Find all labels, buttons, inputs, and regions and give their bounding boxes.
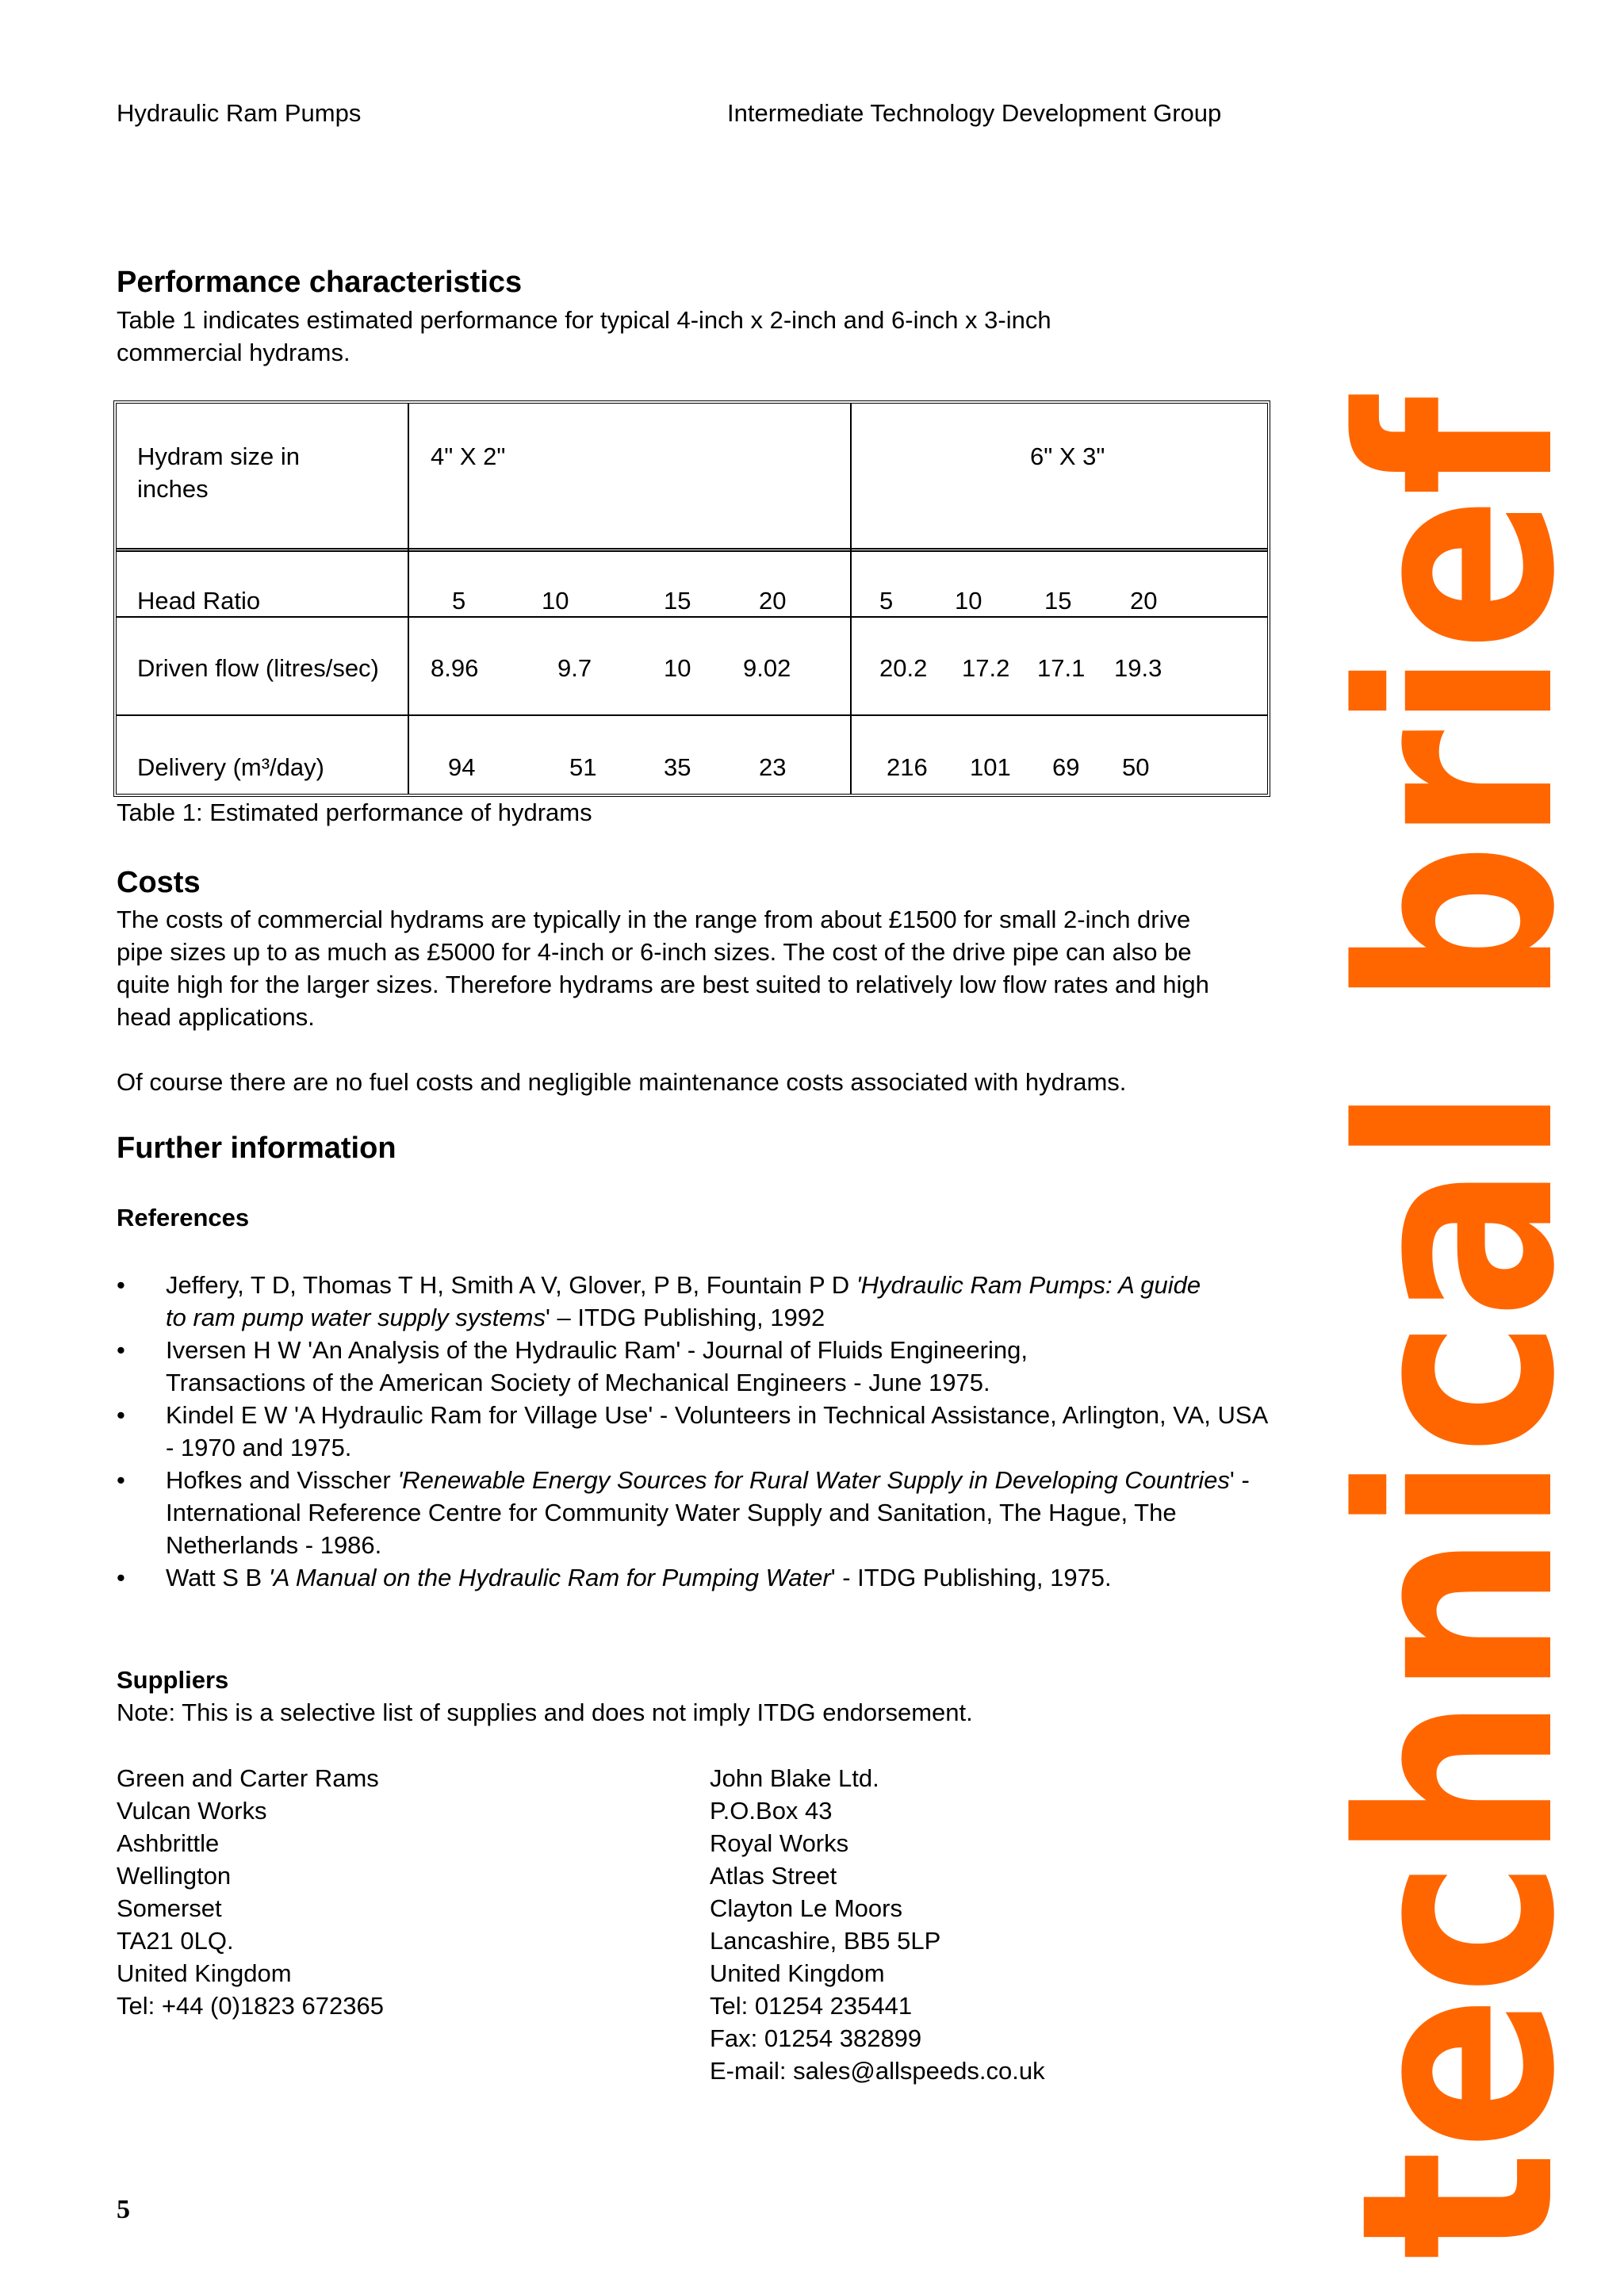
table-cell: 5 (879, 587, 894, 615)
table-caption: Table 1: Estimated performance of hydrams (117, 798, 592, 826)
address-line: Tel: +44 (0)1823 672365 (117, 1992, 384, 2020)
table-cell: 15 (664, 587, 691, 615)
address-line: John Blake Ltd. (710, 1764, 879, 1792)
table-cell: 17.1 (1037, 654, 1086, 682)
table-divider (117, 616, 1267, 618)
reference-item (117, 1561, 1276, 1594)
table-divider (117, 548, 1267, 552)
reference-text: ' – ITDG Publishing, 1992 (545, 1304, 825, 1331)
supplier-address-1 (117, 1762, 384, 2022)
reference-text: ' - International Reference Centre for Community Water Supply and Sanitation, The Hague, The Netherlands - 1986. (166, 1466, 1250, 1559)
table-row-label: Head Ratio (137, 587, 261, 615)
reference-text: Hofkes and Visscher (166, 1466, 398, 1494)
address-line: TA21 0LQ. (117, 1927, 234, 1955)
reference-title: 'Renewable Energy Sources for Rural Water Supply in Developing Countries (397, 1466, 1230, 1494)
table-cell: 15 (1044, 587, 1072, 615)
address-line: Tel: 01254 235441 (710, 1992, 913, 2020)
address-line: Fax: 01254 382899 (710, 2024, 922, 2052)
address-line: United Kingdom (710, 1959, 885, 1987)
table-cell: 50 (1122, 753, 1150, 781)
table-cell: 101 (970, 753, 1011, 781)
reference-item (117, 1399, 1276, 1464)
table-cell: 20.2 (879, 654, 928, 682)
table-header-size-b: 6" X 3" (1030, 442, 1105, 470)
address-line: Lancashire, BB5 5LP (710, 1927, 941, 1955)
address-line: Clayton Le Moors (710, 1894, 902, 1922)
table-cell: 9.02 (743, 654, 791, 682)
reference-text: ' - ITDG Publishing, 1975. (830, 1564, 1112, 1591)
further-information-heading: Further information (117, 1132, 396, 1165)
table-divider (850, 404, 852, 794)
bullet-icon: • (117, 1466, 125, 1494)
table-cell: 20 (759, 587, 787, 615)
address-line: Vulcan Works (117, 1797, 267, 1825)
table-cell: 17.2 (962, 654, 1010, 682)
table-cell: 10 (664, 654, 691, 682)
references-heading: References (117, 1204, 250, 1231)
table-row-label: Delivery (m³/day) (137, 753, 324, 781)
costs-heading: Costs (117, 866, 201, 899)
costs-paragraph-2: Of course there are no fuel costs and negligible maintenance costs associated with hydrams. (117, 1068, 1127, 1096)
table-cell: 5 (452, 587, 466, 615)
reference-title: 'Hydraulic Ram Pumps: A guide to ram pump water supply systems (166, 1271, 1201, 1331)
bullet-icon: • (117, 1271, 125, 1299)
performance-table (113, 400, 1270, 797)
suppliers-note: Note: This is a selective list of supplies and does not imply ITDG endorsement. (117, 1698, 973, 1726)
reference-text: Kindel E W 'A Hydraulic Ram for Village Use' - Volunteers in Technical Assistance, Arlington, VA, USA - 1970 and 1975. (166, 1401, 1267, 1461)
brand-wordmark: technical brief (1304, 98, 1614, 2260)
table-cell: 8.96 (431, 654, 479, 682)
performance-intro: Table 1 indicates estimated performance for typical 4-inch x 2-inch and 6-inch x 3-inch commercial hydrams. (117, 306, 1051, 366)
table-divider (117, 714, 1267, 716)
address-line: Green and Carter Rams (117, 1764, 379, 1792)
bullet-icon: • (117, 1401, 125, 1429)
table-cell: 69 (1052, 753, 1080, 781)
performance-heading: Performance characteristics (117, 266, 523, 299)
header-document-title: Hydraulic Ram Pumps (117, 99, 362, 127)
reference-item (117, 1464, 1252, 1561)
address-line: P.O.Box 43 (710, 1797, 833, 1825)
table-cell: 20 (1130, 587, 1158, 615)
table-cell: 23 (759, 753, 787, 781)
bullet-icon: • (117, 1564, 125, 1591)
references-list (117, 1269, 1266, 1594)
table-cell: 216 (887, 753, 928, 781)
reference-text: Iversen H W 'An Analysis of the Hydraulic Ram' - Journal of Fluids Engineering, Transactions of the American Society of Mechanical Engineers - June 1975. (166, 1336, 1028, 1396)
address-line: Atlas Street (710, 1862, 837, 1890)
address-line: Ashbrittle (117, 1829, 220, 1857)
bullet-icon: • (117, 1336, 125, 1364)
address-line: E-mail: sales@allspeeds.co.uk (710, 2057, 1045, 2085)
reference-item (117, 1334, 1149, 1399)
page-number: 5 (117, 2195, 130, 2224)
table-cell: 10 (542, 587, 569, 615)
header-organisation: Intermediate Technology Development Group (727, 99, 1222, 127)
reference-item (117, 1269, 1212, 1334)
technical-brief-logo (1304, 98, 1614, 2268)
table-divider (408, 404, 409, 794)
address-line: Royal Works (710, 1829, 849, 1857)
table-cell: 51 (569, 753, 597, 781)
table-cell: 94 (448, 753, 476, 781)
address-line: United Kingdom (117, 1959, 292, 1987)
reference-text: Watt S B (166, 1564, 269, 1591)
address-line: Somerset (117, 1894, 222, 1922)
supplier-address-2 (710, 1762, 1045, 2087)
costs-paragraph-1: The costs of commercial hydrams are typically in the range from about £1500 for small 2-inch drive pipe sizes up to as much as £5000 for 4-inch or 6-inch sizes. The cost of the drive pipe can also be quite high for the larger sizes. Therefore hydrams are best suited to relatively low flow rates and high head applications. (117, 906, 1209, 1031)
address-line: Wellington (117, 1862, 232, 1890)
table-header-size-a: 4" X 2" (431, 442, 506, 470)
table-cell: 19.3 (1114, 654, 1162, 682)
table-header-size-label: Hydram size in inches (137, 442, 300, 503)
table-row-label: Driven flow (litres/sec) (137, 654, 379, 682)
table-cell: 10 (955, 587, 982, 615)
suppliers-heading: Suppliers (117, 1666, 229, 1694)
table-cell: 9.7 (557, 654, 592, 682)
table-cell: 35 (664, 753, 691, 781)
reference-title: 'A Manual on the Hydraulic Ram for Pumping Water (268, 1564, 831, 1591)
reference-text: Jeffery, T D, Thomas T H, Smith A V, Glover, P B, Fountain P D (166, 1271, 856, 1299)
